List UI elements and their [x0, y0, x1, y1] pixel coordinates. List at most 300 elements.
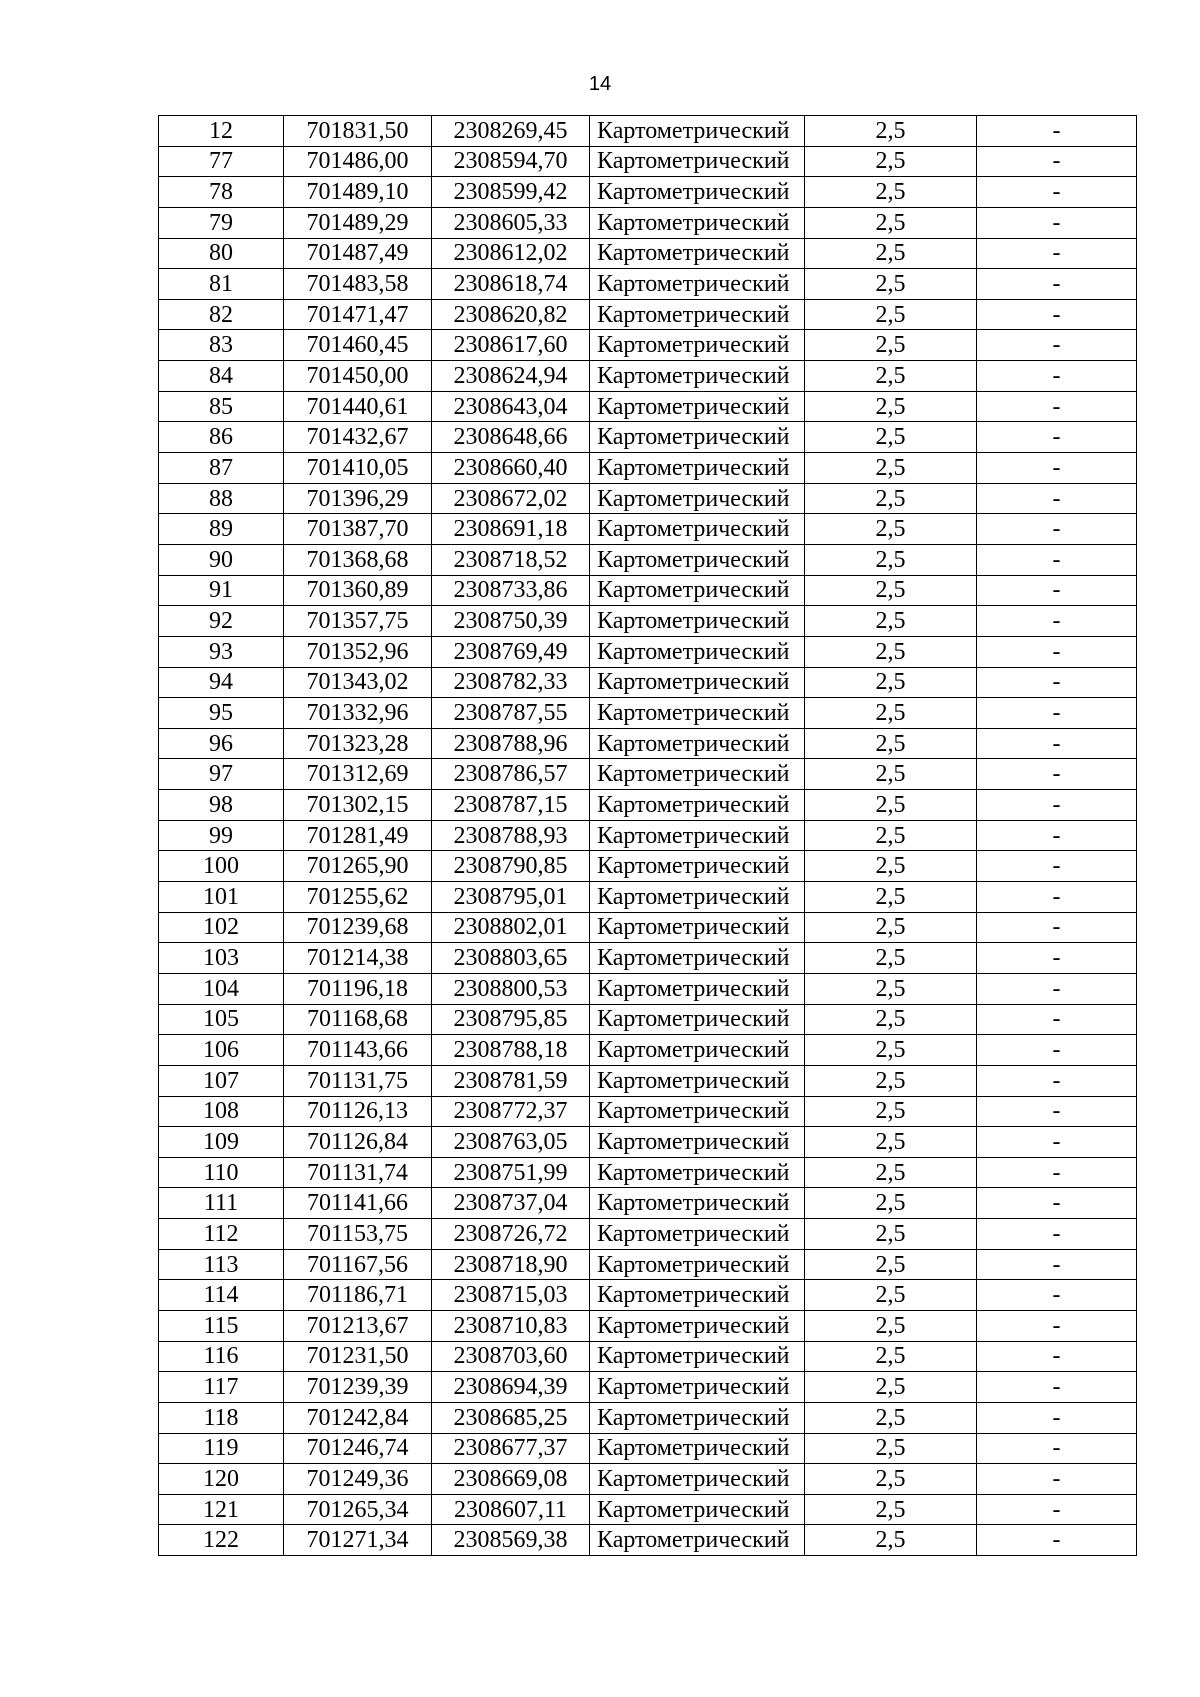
method-cell: Картометрический: [590, 667, 805, 698]
accuracy-cell: 2,5: [805, 1464, 977, 1495]
point-number-cell: 95: [159, 698, 284, 729]
note-cell: -: [977, 177, 1137, 208]
table-row: [159, 759, 1137, 790]
point-number-cell: 104: [159, 973, 284, 1004]
x-coordinate-cell: 701153,75: [284, 1219, 432, 1250]
table-row: [159, 453, 1137, 484]
method-cell: Картометрический: [590, 1188, 805, 1219]
point-number-cell: 118: [159, 1402, 284, 1433]
y-coordinate-cell: 2308605,33: [432, 207, 590, 238]
method-cell: Картометрический: [590, 943, 805, 974]
note-cell: -: [977, 453, 1137, 484]
table-row: [159, 146, 1137, 177]
accuracy-cell: 2,5: [805, 1310, 977, 1341]
y-coordinate-cell: 2308618,74: [432, 269, 590, 300]
accuracy-cell: 2,5: [805, 207, 977, 238]
coordinates-table: [158, 115, 1137, 1556]
y-coordinate-cell: 2308750,39: [432, 606, 590, 637]
note-cell: -: [977, 575, 1137, 606]
x-coordinate-cell: 701126,84: [284, 1127, 432, 1158]
y-coordinate-cell: 2308781,59: [432, 1065, 590, 1096]
table-row: [159, 299, 1137, 330]
table-row: [159, 912, 1137, 943]
table-row: [159, 1433, 1137, 1464]
note-cell: -: [977, 1525, 1137, 1556]
y-coordinate-cell: 2308710,83: [432, 1310, 590, 1341]
note-cell: -: [977, 1249, 1137, 1280]
method-cell: Картометрический: [590, 299, 805, 330]
point-number-cell: 89: [159, 514, 284, 545]
method-cell: Картометрический: [590, 453, 805, 484]
y-coordinate-cell: 2308624,94: [432, 361, 590, 392]
point-number-cell: 98: [159, 790, 284, 821]
point-number-cell: 88: [159, 483, 284, 514]
point-number-cell: 77: [159, 146, 284, 177]
accuracy-cell: 2,5: [805, 391, 977, 422]
method-cell: Картометрический: [590, 851, 805, 882]
table-row: [159, 1096, 1137, 1127]
table-row: [159, 1341, 1137, 1372]
point-number-cell: 94: [159, 667, 284, 698]
y-coordinate-cell: 2308802,01: [432, 912, 590, 943]
method-cell: Картометрический: [590, 269, 805, 300]
note-cell: -: [977, 1310, 1137, 1341]
note-cell: -: [977, 1341, 1137, 1372]
accuracy-cell: 2,5: [805, 851, 977, 882]
note-cell: -: [977, 973, 1137, 1004]
x-coordinate-cell: 701487,49: [284, 238, 432, 269]
accuracy-cell: 2,5: [805, 1127, 977, 1158]
note-cell: -: [977, 636, 1137, 667]
note-cell: -: [977, 667, 1137, 698]
method-cell: Картометрический: [590, 1525, 805, 1556]
x-coordinate-cell: 701186,71: [284, 1280, 432, 1311]
y-coordinate-cell: 2308599,42: [432, 177, 590, 208]
x-coordinate-cell: 701281,49: [284, 820, 432, 851]
note-cell: -: [977, 759, 1137, 790]
x-coordinate-cell: 701302,15: [284, 790, 432, 821]
point-number-cell: 122: [159, 1525, 284, 1556]
point-number-cell: 121: [159, 1494, 284, 1525]
point-number-cell: 113: [159, 1249, 284, 1280]
note-cell: -: [977, 269, 1137, 300]
method-cell: Картометрический: [590, 361, 805, 392]
method-cell: Картометрический: [590, 422, 805, 453]
method-cell: Картометрический: [590, 1310, 805, 1341]
x-coordinate-cell: 701831,50: [284, 116, 432, 147]
point-number-cell: 110: [159, 1157, 284, 1188]
point-number-cell: 112: [159, 1219, 284, 1250]
accuracy-cell: 2,5: [805, 299, 977, 330]
accuracy-cell: 2,5: [805, 912, 977, 943]
accuracy-cell: 2,5: [805, 1096, 977, 1127]
table-row: [159, 1188, 1137, 1219]
table-row: [159, 1004, 1137, 1035]
y-coordinate-cell: 2308737,04: [432, 1188, 590, 1219]
x-coordinate-cell: 701396,29: [284, 483, 432, 514]
method-cell: Картометрический: [590, 820, 805, 851]
x-coordinate-cell: 701131,75: [284, 1065, 432, 1096]
accuracy-cell: 2,5: [805, 790, 977, 821]
point-number-cell: 116: [159, 1341, 284, 1372]
y-coordinate-cell: 2308795,01: [432, 882, 590, 913]
point-number-cell: 99: [159, 820, 284, 851]
note-cell: -: [977, 544, 1137, 575]
method-cell: Картометрический: [590, 1433, 805, 1464]
point-number-cell: 106: [159, 1035, 284, 1066]
x-coordinate-cell: 701489,29: [284, 207, 432, 238]
method-cell: Картометрический: [590, 1280, 805, 1311]
x-coordinate-cell: 701312,69: [284, 759, 432, 790]
x-coordinate-cell: 701265,90: [284, 851, 432, 882]
accuracy-cell: 2,5: [805, 943, 977, 974]
point-number-cell: 87: [159, 453, 284, 484]
y-coordinate-cell: 2308803,65: [432, 943, 590, 974]
accuracy-cell: 2,5: [805, 1402, 977, 1433]
method-cell: Картометрический: [590, 575, 805, 606]
note-cell: -: [977, 912, 1137, 943]
point-number-cell: 86: [159, 422, 284, 453]
accuracy-cell: 2,5: [805, 759, 977, 790]
y-coordinate-cell: 2308772,37: [432, 1096, 590, 1127]
point-number-cell: 103: [159, 943, 284, 974]
y-coordinate-cell: 2308718,90: [432, 1249, 590, 1280]
note-cell: -: [977, 1464, 1137, 1495]
table-row: [159, 1402, 1137, 1433]
accuracy-cell: 2,5: [805, 1525, 977, 1556]
accuracy-cell: 2,5: [805, 820, 977, 851]
note-cell: -: [977, 1280, 1137, 1311]
table-row: [159, 1372, 1137, 1403]
table-row: [159, 943, 1137, 974]
accuracy-cell: 2,5: [805, 1004, 977, 1035]
y-coordinate-cell: 2308763,05: [432, 1127, 590, 1158]
y-coordinate-cell: 2308617,60: [432, 330, 590, 361]
method-cell: Картометрический: [590, 330, 805, 361]
point-number-cell: 78: [159, 177, 284, 208]
x-coordinate-cell: 701239,39: [284, 1372, 432, 1403]
x-coordinate-cell: 701440,61: [284, 391, 432, 422]
table-row: [159, 361, 1137, 392]
method-cell: Картометрический: [590, 483, 805, 514]
x-coordinate-cell: 701450,00: [284, 361, 432, 392]
method-cell: Картометрический: [590, 759, 805, 790]
table-row: [159, 514, 1137, 545]
page-number: 14: [588, 73, 612, 95]
y-coordinate-cell: 2308800,53: [432, 973, 590, 1004]
note-cell: -: [977, 1096, 1137, 1127]
y-coordinate-cell: 2308691,18: [432, 514, 590, 545]
y-coordinate-cell: 2308726,72: [432, 1219, 590, 1250]
x-coordinate-cell: 701196,18: [284, 973, 432, 1004]
method-cell: Картометрический: [590, 1402, 805, 1433]
point-number-cell: 85: [159, 391, 284, 422]
table-row: [159, 544, 1137, 575]
x-coordinate-cell: 701242,84: [284, 1402, 432, 1433]
table-row: [159, 116, 1137, 147]
note-cell: -: [977, 698, 1137, 729]
note-cell: -: [977, 361, 1137, 392]
table-row: [159, 1525, 1137, 1556]
accuracy-cell: 2,5: [805, 1249, 977, 1280]
x-coordinate-cell: 701323,28: [284, 728, 432, 759]
point-number-cell: 109: [159, 1127, 284, 1158]
table-row: [159, 422, 1137, 453]
point-number-cell: 12: [159, 116, 284, 147]
y-coordinate-cell: 2308269,45: [432, 116, 590, 147]
note-cell: -: [977, 1127, 1137, 1158]
method-cell: Картометрический: [590, 514, 805, 545]
method-cell: Картометрический: [590, 606, 805, 637]
y-coordinate-cell: 2308643,04: [432, 391, 590, 422]
accuracy-cell: 2,5: [805, 422, 977, 453]
x-coordinate-cell: 701141,66: [284, 1188, 432, 1219]
method-cell: Картометрический: [590, 1157, 805, 1188]
method-cell: Картометрический: [590, 912, 805, 943]
method-cell: Картометрический: [590, 882, 805, 913]
accuracy-cell: 2,5: [805, 1188, 977, 1219]
method-cell: Картометрический: [590, 636, 805, 667]
accuracy-cell: 2,5: [805, 606, 977, 637]
point-number-cell: 105: [159, 1004, 284, 1035]
method-cell: Картометрический: [590, 116, 805, 147]
accuracy-cell: 2,5: [805, 269, 977, 300]
note-cell: -: [977, 882, 1137, 913]
accuracy-cell: 2,5: [805, 238, 977, 269]
x-coordinate-cell: 701131,74: [284, 1157, 432, 1188]
method-cell: Картометрический: [590, 391, 805, 422]
note-cell: -: [977, 1372, 1137, 1403]
point-number-cell: 101: [159, 882, 284, 913]
y-coordinate-cell: 2308788,96: [432, 728, 590, 759]
note-cell: -: [977, 1004, 1137, 1035]
note-cell: -: [977, 851, 1137, 882]
accuracy-cell: 2,5: [805, 698, 977, 729]
note-cell: -: [977, 943, 1137, 974]
point-number-cell: 96: [159, 728, 284, 759]
method-cell: Картометрический: [590, 146, 805, 177]
method-cell: Картометрический: [590, 207, 805, 238]
accuracy-cell: 2,5: [805, 636, 977, 667]
point-number-cell: 119: [159, 1433, 284, 1464]
accuracy-cell: 2,5: [805, 1341, 977, 1372]
note-cell: -: [977, 1157, 1137, 1188]
point-number-cell: 111: [159, 1188, 284, 1219]
method-cell: Картометрический: [590, 1096, 805, 1127]
x-coordinate-cell: 701368,68: [284, 544, 432, 575]
y-coordinate-cell: 2308790,85: [432, 851, 590, 882]
x-coordinate-cell: 701352,96: [284, 636, 432, 667]
table-row: [159, 1219, 1137, 1250]
accuracy-cell: 2,5: [805, 544, 977, 575]
accuracy-cell: 2,5: [805, 146, 977, 177]
x-coordinate-cell: 701249,36: [284, 1464, 432, 1495]
table-row: [159, 820, 1137, 851]
method-cell: Картометрический: [590, 238, 805, 269]
accuracy-cell: 2,5: [805, 361, 977, 392]
x-coordinate-cell: 701167,56: [284, 1249, 432, 1280]
x-coordinate-cell: 701483,58: [284, 269, 432, 300]
note-cell: -: [977, 1494, 1137, 1525]
table-row: [159, 238, 1137, 269]
note-cell: -: [977, 728, 1137, 759]
point-number-cell: 80: [159, 238, 284, 269]
table-row: [159, 667, 1137, 698]
point-number-cell: 108: [159, 1096, 284, 1127]
table-row: [159, 391, 1137, 422]
x-coordinate-cell: 701143,66: [284, 1035, 432, 1066]
x-coordinate-cell: 701387,70: [284, 514, 432, 545]
x-coordinate-cell: 701460,45: [284, 330, 432, 361]
y-coordinate-cell: 2308715,03: [432, 1280, 590, 1311]
point-number-cell: 79: [159, 207, 284, 238]
method-cell: Картометрический: [590, 1341, 805, 1372]
note-cell: -: [977, 238, 1137, 269]
y-coordinate-cell: 2308769,49: [432, 636, 590, 667]
table-row: [159, 1280, 1137, 1311]
note-cell: -: [977, 391, 1137, 422]
accuracy-cell: 2,5: [805, 728, 977, 759]
x-coordinate-cell: 701360,89: [284, 575, 432, 606]
coordinates-table-body: [159, 116, 1137, 1556]
y-coordinate-cell: 2308648,66: [432, 422, 590, 453]
x-coordinate-cell: 701168,68: [284, 1004, 432, 1035]
y-coordinate-cell: 2308703,60: [432, 1341, 590, 1372]
method-cell: Картометрический: [590, 973, 805, 1004]
point-number-cell: 93: [159, 636, 284, 667]
method-cell: Картометрический: [590, 544, 805, 575]
method-cell: Картометрический: [590, 1065, 805, 1096]
accuracy-cell: 2,5: [805, 177, 977, 208]
method-cell: Картометрический: [590, 728, 805, 759]
table-row: [159, 1035, 1137, 1066]
method-cell: Картометрический: [590, 1035, 805, 1066]
table-row: [159, 575, 1137, 606]
method-cell: Картометрический: [590, 1372, 805, 1403]
table-row: [159, 1494, 1137, 1525]
method-cell: Картометрический: [590, 1219, 805, 1250]
y-coordinate-cell: 2308733,86: [432, 575, 590, 606]
x-coordinate-cell: 701432,67: [284, 422, 432, 453]
table-row: [159, 636, 1137, 667]
table-row: [159, 177, 1137, 208]
table-row: [159, 269, 1137, 300]
note-cell: -: [977, 330, 1137, 361]
note-cell: -: [977, 207, 1137, 238]
table-row: [159, 1065, 1137, 1096]
table-row: [159, 483, 1137, 514]
point-number-cell: 97: [159, 759, 284, 790]
method-cell: Картометрический: [590, 1464, 805, 1495]
accuracy-cell: 2,5: [805, 667, 977, 698]
x-coordinate-cell: 701486,00: [284, 146, 432, 177]
table-row: [159, 882, 1137, 913]
y-coordinate-cell: 2308569,38: [432, 1525, 590, 1556]
y-coordinate-cell: 2308751,99: [432, 1157, 590, 1188]
y-coordinate-cell: 2308795,85: [432, 1004, 590, 1035]
note-cell: -: [977, 146, 1137, 177]
note-cell: -: [977, 1433, 1137, 1464]
note-cell: -: [977, 116, 1137, 147]
point-number-cell: 102: [159, 912, 284, 943]
accuracy-cell: 2,5: [805, 116, 977, 147]
accuracy-cell: 2,5: [805, 575, 977, 606]
note-cell: -: [977, 1402, 1137, 1433]
accuracy-cell: 2,5: [805, 1219, 977, 1250]
point-number-cell: 120: [159, 1464, 284, 1495]
y-coordinate-cell: 2308685,25: [432, 1402, 590, 1433]
point-number-cell: 84: [159, 361, 284, 392]
x-coordinate-cell: 701214,38: [284, 943, 432, 974]
table-row: [159, 851, 1137, 882]
x-coordinate-cell: 701213,67: [284, 1310, 432, 1341]
y-coordinate-cell: 2308694,39: [432, 1372, 590, 1403]
note-cell: -: [977, 1188, 1137, 1219]
table-row: [159, 1249, 1137, 1280]
point-number-cell: 92: [159, 606, 284, 637]
point-number-cell: 115: [159, 1310, 284, 1341]
y-coordinate-cell: 2308594,70: [432, 146, 590, 177]
method-cell: Картометрический: [590, 698, 805, 729]
y-coordinate-cell: 2308660,40: [432, 453, 590, 484]
note-cell: -: [977, 422, 1137, 453]
x-coordinate-cell: 701246,74: [284, 1433, 432, 1464]
accuracy-cell: 2,5: [805, 453, 977, 484]
accuracy-cell: 2,5: [805, 483, 977, 514]
point-number-cell: 107: [159, 1065, 284, 1096]
accuracy-cell: 2,5: [805, 973, 977, 1004]
x-coordinate-cell: 701231,50: [284, 1341, 432, 1372]
x-coordinate-cell: 701332,96: [284, 698, 432, 729]
point-number-cell: 91: [159, 575, 284, 606]
accuracy-cell: 2,5: [805, 1035, 977, 1066]
table-row: [159, 728, 1137, 759]
method-cell: Картометрический: [590, 177, 805, 208]
x-coordinate-cell: 701489,10: [284, 177, 432, 208]
note-cell: -: [977, 820, 1137, 851]
method-cell: Картометрический: [590, 1494, 805, 1525]
x-coordinate-cell: 701471,47: [284, 299, 432, 330]
accuracy-cell: 2,5: [805, 1157, 977, 1188]
x-coordinate-cell: 701265,34: [284, 1494, 432, 1525]
table-row: [159, 790, 1137, 821]
note-cell: -: [977, 299, 1137, 330]
note-cell: -: [977, 1219, 1137, 1250]
y-coordinate-cell: 2308787,15: [432, 790, 590, 821]
y-coordinate-cell: 2308788,93: [432, 820, 590, 851]
method-cell: Картометрический: [590, 1249, 805, 1280]
point-number-cell: 90: [159, 544, 284, 575]
point-number-cell: 81: [159, 269, 284, 300]
accuracy-cell: 2,5: [805, 330, 977, 361]
table-row: [159, 1464, 1137, 1495]
x-coordinate-cell: 701126,13: [284, 1096, 432, 1127]
x-coordinate-cell: 701410,05: [284, 453, 432, 484]
table-row: [159, 606, 1137, 637]
point-number-cell: 114: [159, 1280, 284, 1311]
accuracy-cell: 2,5: [805, 1372, 977, 1403]
note-cell: -: [977, 790, 1137, 821]
y-coordinate-cell: 2308669,08: [432, 1464, 590, 1495]
y-coordinate-cell: 2308782,33: [432, 667, 590, 698]
table-row: [159, 330, 1137, 361]
accuracy-cell: 2,5: [805, 1280, 977, 1311]
accuracy-cell: 2,5: [805, 514, 977, 545]
table-row: [159, 973, 1137, 1004]
point-number-cell: 83: [159, 330, 284, 361]
x-coordinate-cell: 701239,68: [284, 912, 432, 943]
x-coordinate-cell: 701255,62: [284, 882, 432, 913]
